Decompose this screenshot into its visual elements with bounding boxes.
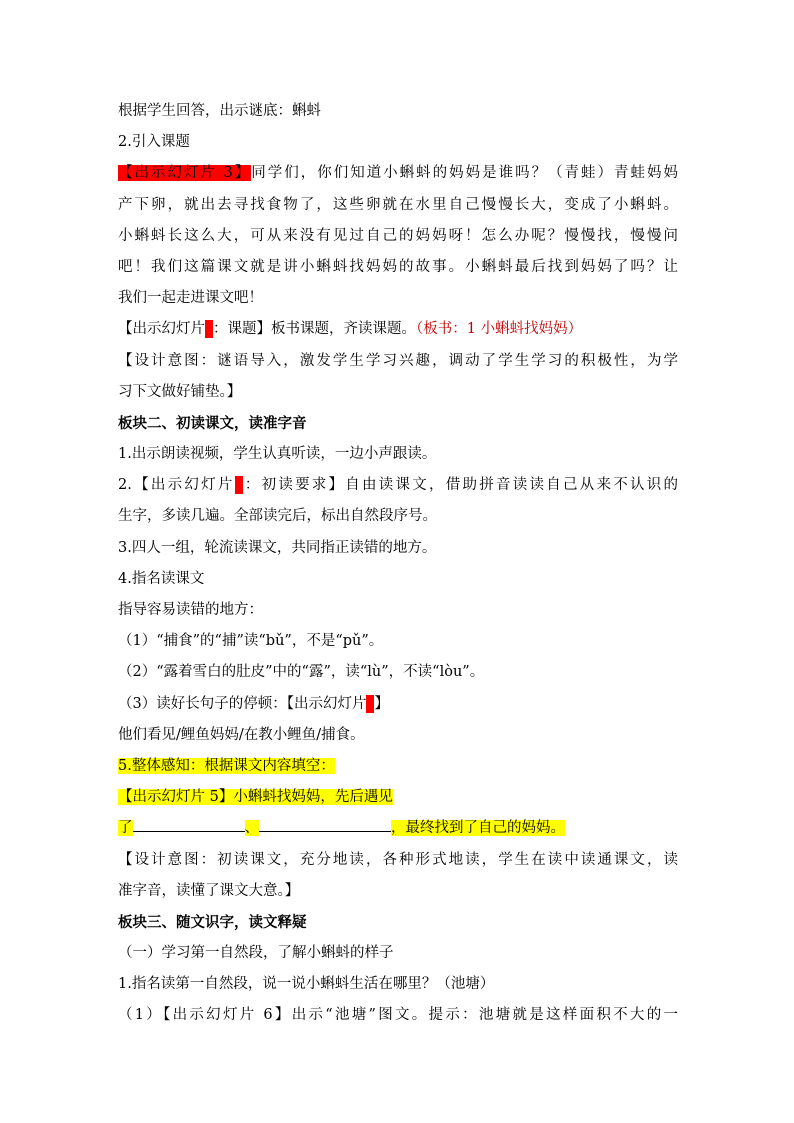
blank-field-1 [133, 817, 245, 832]
paragraph-line [118, 782, 678, 813]
paragraph-line: 1.指名读第一自然段，说一说小蝌蚪生活在哪里？（池塘） [118, 976, 495, 993]
paragraph-line [118, 158, 678, 189]
design-intent-line: 习下文做好铺垫。】 [118, 383, 242, 400]
paragraph-line [118, 470, 678, 501]
paragraph-line: 3.四人一组，轮流读课文，共同指正读错的地方。 [118, 539, 437, 556]
document-page [118, 96, 678, 1032]
paragraph-line: 指导容易读错的地方： [118, 602, 263, 618]
slide-number-mark [235, 476, 243, 494]
paragraph-line: 生字，多读几遍。全部读完后，标出自然段序号。 [118, 508, 437, 525]
board-note: （板书：1 小蝌蚪找妈妈） [416, 321, 583, 338]
paragraph-line [118, 751, 678, 782]
paragraph-line [118, 689, 678, 720]
design-intent-line: 【设计意图：初读课文，充分地读，各种形式地读，学生在读中读通课文，读 [118, 851, 678, 868]
paragraph-line: 他们看见/鲤鱼妈妈/在教小鲤鱼/捕食。 [118, 726, 365, 743]
highlighted-text: ，最终找到了自己的妈妈。 [391, 820, 565, 837]
paragraph-text: （3）读好长句子的停顿：【出示幻灯片 [118, 695, 367, 712]
paragraph-text: ：课题】板书课题，齐读课题。 [213, 321, 416, 338]
paragraph-line: （2）“露着雪白的肚皮”中的“露”，读“lù”，不读“lòu”。 [118, 664, 485, 681]
paragraph-text: 】 [374, 695, 389, 712]
fill-blank-line [118, 813, 678, 844]
highlighted-slide-tag: 【出示幻灯片 5】 [118, 789, 234, 806]
paragraph-text: 同学们，你们知道小蝌蚪的妈妈是谁吗？（青蛙）青蛙妈妈 [251, 165, 678, 182]
paragraph-line: 我们一起走进课文吧！ [118, 290, 263, 307]
highlighted-text: 、 [244, 820, 259, 837]
paragraph-line: 根据学生回答，出示谜底：蝌蚪 [118, 103, 321, 119]
slide-tag: 2.【出示幻灯片 [118, 477, 235, 494]
highlighted-text: 了 [118, 820, 133, 837]
paragraph-line [118, 314, 678, 345]
blank-field-2 [259, 817, 391, 832]
paragraph-line: 产下卵，就出去寻找食物了，这些卵就在水里自己慢慢长大，变成了小蝌蚪。 [118, 196, 678, 213]
highlighted-text: 5.整体感知：根据课文内容填空： [118, 757, 335, 774]
paragraph-line: 吧！我们这篇课文就是讲小蝌蚪找妈妈的故事。小蝌蚪最后找到妈妈了吗？让 [118, 258, 678, 275]
slide-number-mark [205, 320, 213, 338]
paragraph-line: （1）【出示幻灯片 6】出示“池塘”图文。提示：池塘就是这样面积不大的一 [118, 1007, 678, 1024]
slide-tag: 【出示幻灯片 [118, 321, 205, 338]
design-intent-line: 【设计意图：谜语导入，激发学生学习兴趣，调动了学生学习的积极性，为学 [118, 352, 678, 369]
paragraph-line: （一）学习第一自然段，了解小蝌蚪的样子 [118, 945, 394, 962]
design-intent-line: 准字音，读懂了课文大意。】 [118, 882, 300, 899]
section-heading: 板块二、初读课文，读准字音 [118, 414, 307, 432]
paragraph-line: （1）“捕食”的“捕”读“bǔ”，不是“pǔ”。 [118, 633, 384, 650]
paragraph-line: 小蝌蚪长这么大，可从来没有见过自己的妈妈呀！怎么办呢？慢慢找，慢慢问 [118, 227, 678, 244]
paragraph-line: 4.指名读课文 [118, 570, 205, 587]
slide-tag: 【出示幻灯片 3】 [118, 165, 252, 182]
section-heading: 2.引入课题 [118, 134, 190, 151]
highlighted-text: 小蝌蚪找妈妈，先后遇见 [233, 789, 393, 806]
paragraph-text: ：初读要求】自由读课文，借助拼音读读自己从来不认识的 [242, 477, 678, 494]
section-heading: 板块三、随文识字，读文释疑 [118, 913, 307, 931]
paragraph-line: 1.出示朗读视频，学生认真听读，一边小声跟读。 [118, 446, 437, 463]
